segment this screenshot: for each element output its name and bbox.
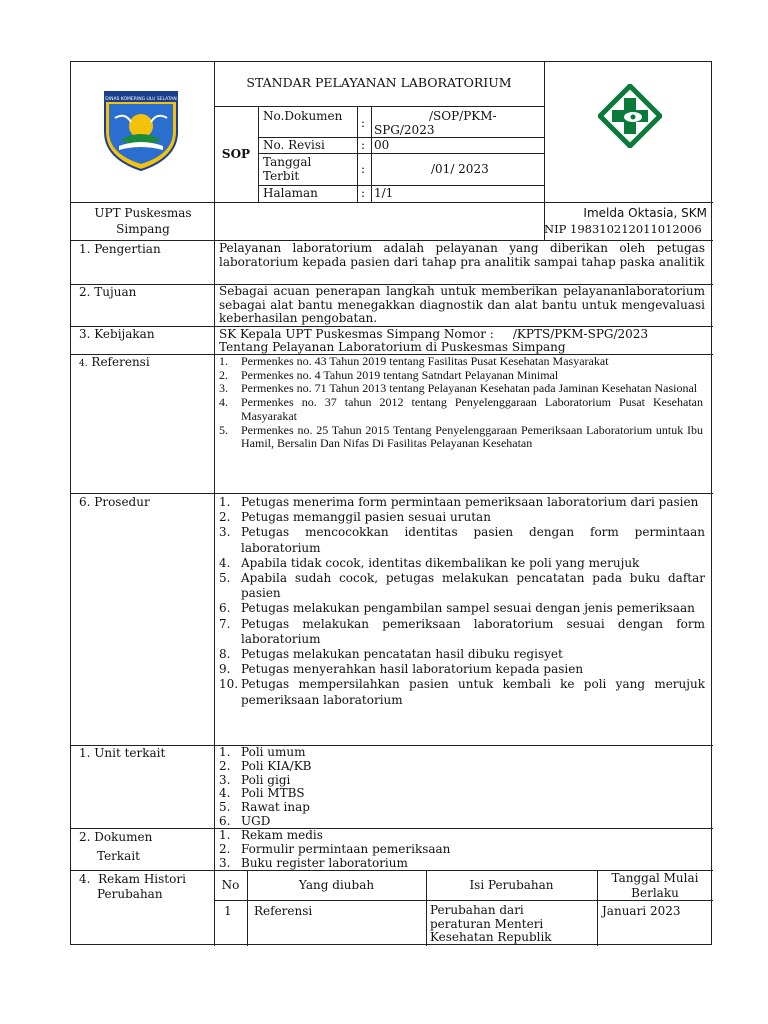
prosedur-list — [219, 495, 705, 708]
list-item: 5. Permenkes no. 25 Tahun 2015 Tentang Penyelenggaraan Pemeriksaan Laboratorium untuk Ibu Hamil, Bersalin Dan Nifas Di Fasilitas Pelayanan Kesehatan — [219, 422, 703, 451]
section-label-pengertian: 1. Pengertian — [79, 242, 161, 256]
history-header-tanggal: Tanggal Mulai Berlaku — [611, 871, 699, 900]
section-text-pengertian: Pelayanan laboratorium adalah pelayanan yang diberikan oleh petugas laboratorium kepada pasien dari tahap pra analitik sampai tahap paska analitik — [219, 241, 705, 269]
list-item: 7. Petugas melakukan pemeriksaan laboratorium sesuai dengan form laboratorium — [219, 616, 705, 646]
section-label-rekam-2: Perubahan — [97, 887, 163, 901]
list-item: 1. Permenkes no. 43 Tahun 2019 tentang Fasilitas Pusat Kesehatan Masyarakat — [219, 354, 609, 368]
section-label-prosedur: 6. Prosedur — [79, 495, 150, 509]
document-title: STANDAR PELAYANAN LABORATORIUM — [246, 75, 512, 90]
list-item: 6. UGD — [219, 813, 271, 828]
list-item: 9. Petugas menyerahkan hasil laboratorium kepada pasien — [219, 662, 584, 677]
issue-date-label: Tanggal Terbit — [263, 155, 312, 183]
list-item: 2. Poli KIA/KB — [219, 758, 312, 773]
list-item: 2. Permenkes no. 4 Tahun 2019 tentang Satndart Pelayanan Minimal — [219, 367, 559, 382]
history-cell-tanggal: Januari 2023 — [602, 904, 681, 918]
list-item: 6. Petugas melakukan pengambilan sampel sesuai dengan jenis pemeriksaan — [219, 601, 695, 616]
issue-date-value: /01/ 2023 — [431, 162, 489, 176]
sop-document — [70, 61, 712, 945]
list-item: 3. Permenkes no. 71 Tahun 2013 tentang Pelayanan Kesehatan pada Jaminan Kesehatan Nasional — [219, 381, 698, 396]
org-name: UPT Puskesmas Simpang — [94, 206, 192, 236]
section-label-dokumen-2: Terkait — [97, 849, 140, 863]
history-header-isi: Isi Perubahan — [469, 878, 554, 892]
list-item: 1. Rekam medis — [219, 828, 323, 842]
list-item: 3. Petugas mencocokkan identitas pasien dengan form permintaan laboratorium — [219, 525, 705, 555]
section-label-dokumen: 2. Dokumen — [79, 830, 153, 844]
history-cell-isi: Perubahan dari peraturan Menteri Kesehatan Republik — [430, 903, 552, 944]
doc-number-value: /SOP/PKM-SPG/2023 — [374, 109, 497, 137]
revision-label: No. Revisi — [263, 138, 325, 152]
list-item: 5. Apabila sudah cocok, petugas melakukan pencatatan pada buku daftar pasien — [219, 571, 705, 601]
history-header-no: No — [221, 878, 240, 892]
sop-label: SOP — [221, 147, 251, 161]
list-item: 3. Poli gigi — [219, 772, 291, 787]
signer-name: Imelda Oktasia, SKM — [583, 206, 707, 220]
list-item: 1. Petugas menerima form permintaan pemeriksaan laboratorium dari pasien — [219, 495, 699, 509]
issue-date-sep: : — [361, 162, 366, 176]
kebijakan-line2: Tentang Pelayanan Laboratorium di Puskesmas Simpang — [219, 340, 566, 354]
page-label: Halaman — [263, 186, 318, 200]
section-label-kebijakan: 3. Kebijakan — [79, 327, 155, 341]
section-label-referensi: 4. Referensi — [79, 355, 150, 369]
list-item: 10. Petugas mempersilahkan pasien untuk kembali ke poli yang merujuk pemeriksaan laboratorium — [219, 677, 705, 707]
unit-list — [219, 746, 519, 829]
list-item: 3. Buku register laboratorium — [219, 855, 408, 870]
list-item: 1. Poli umum — [219, 745, 306, 759]
list-item: 4. Apabila tidak cocok, identitas dikembalikan ke poli yang merujuk — [219, 555, 640, 570]
referensi-list — [219, 355, 703, 451]
kebijakan-line1: SK Kepala UPT Puskesmas Simpang Nomor : /KPTS/PKM-SPG/2023 — [219, 327, 649, 341]
puskesmas-logo — [598, 84, 662, 148]
revision-value: 00 — [374, 138, 390, 152]
section-label-rekam: 4. Rekam Histori — [79, 872, 186, 886]
list-item: 2. Petugas memanggil pasien sesuai urutan — [219, 510, 491, 525]
region-logo — [101, 88, 181, 172]
list-item: 2. Formulir permintaan pemeriksaan — [219, 841, 451, 856]
page-sep: : — [361, 186, 366, 200]
list-item: 4. Poli MTBS — [219, 786, 305, 801]
section-text-tujuan: Sebagai acuan penerapan langkah untuk memberikan pelayananlaboratorium sebagai alat bantu menegakkan diagnostik dan alat bantu untuk mengevaluasi keberhasilan pengobatan. — [219, 284, 705, 325]
section-label-tujuan: 2. Tujuan — [79, 285, 137, 299]
list-item: 4. Permenkes no. 37 tahun 2012 tentang Penyelenggaraan Laboratorium Pusat Kesehatan Masyarakat — [219, 395, 703, 423]
signer-nip: NIP 198310212011012006 — [544, 222, 702, 236]
dokumen-list — [219, 829, 619, 870]
table-row — [214, 902, 713, 946]
doc-number-sep: : — [361, 116, 366, 130]
revision-sep: : — [361, 138, 366, 152]
history-cell-no: 1 — [224, 904, 232, 918]
history-cell-diubah: Referensi — [254, 904, 313, 918]
list-item: 5. Rawat inap — [219, 800, 310, 815]
doc-number-label: No.Dokumen — [263, 109, 343, 123]
list-item: 8. Petugas melakukan pencatatan hasil dibuku regisyet — [219, 647, 563, 662]
svg-text:DINAS KOMERING ULU SELATAN: DINAS KOMERING ULU SELATAN — [105, 97, 177, 102]
section-label-unit: 1. Unit terkait — [79, 746, 166, 760]
page-value: 1/1 — [374, 186, 394, 200]
history-header-diubah: Yang diubah — [298, 878, 375, 892]
